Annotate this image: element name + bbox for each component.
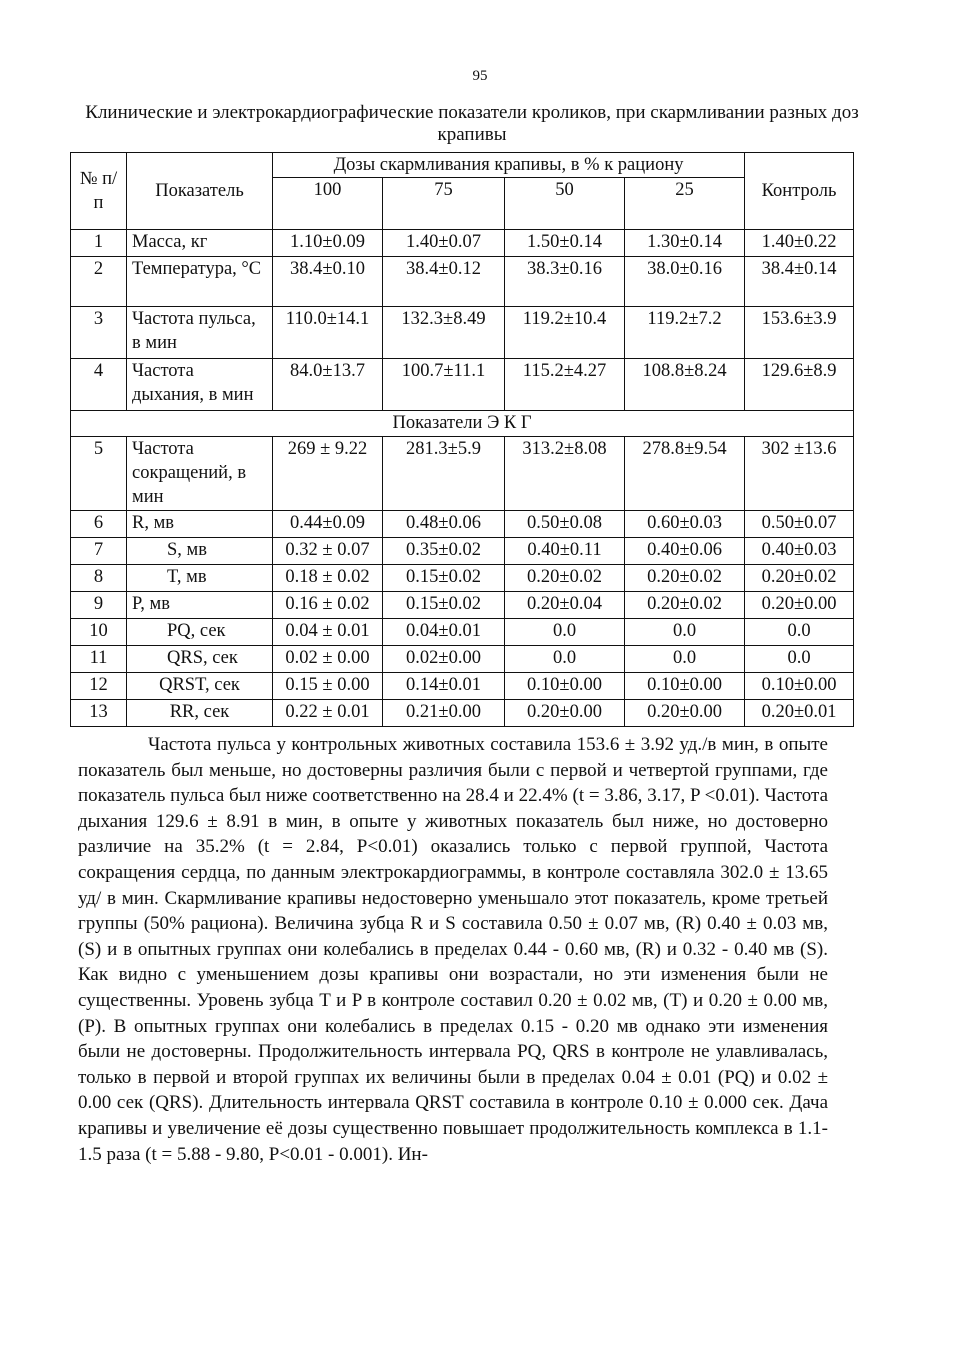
row-indicator: Температура, °С: [127, 257, 273, 307]
ecg-section-row: [71, 411, 854, 437]
cell-value: 0.20±0.00: [745, 592, 854, 619]
cell-value: 115.2±4.27: [505, 359, 625, 411]
cell-value: 0.10±0.00: [505, 673, 625, 700]
table-row: [71, 437, 854, 511]
table-row: [71, 257, 854, 307]
cell-value: 0.20±0.02: [745, 565, 854, 592]
header-number: № п/п: [71, 153, 127, 230]
row-indicator: QRS, сек: [127, 646, 273, 673]
cell-value: 1.40±0.22: [745, 230, 854, 257]
row-number: 7: [71, 538, 127, 565]
header-dose-75: 75: [383, 178, 505, 230]
body-text: [78, 732, 828, 1167]
cell-value: 84.0±13.7: [273, 359, 383, 411]
cell-value: 0.02±0.00: [383, 646, 505, 673]
cell-value: 0.40±0.11: [505, 538, 625, 565]
cell-value: 0.10±0.00: [745, 673, 854, 700]
row-number: 2: [71, 257, 127, 307]
row-number: 12: [71, 673, 127, 700]
cell-value: 0.0: [505, 619, 625, 646]
cell-value: 38.4±0.10: [273, 257, 383, 307]
cell-value: 0.20±0.02: [625, 565, 745, 592]
table-row: [71, 646, 854, 673]
cell-value: 0.48±0.06: [383, 511, 505, 538]
row-indicator: Частота дыхания, в мин: [127, 359, 273, 411]
cell-value: 0.60±0.03: [625, 511, 745, 538]
row-indicator: S, мв: [127, 538, 273, 565]
table-caption: Клинические и электрокардиографические показатели кроликов, при скармливании разных доз крапивы: [85, 102, 859, 145]
row-indicator: Масса, кг: [127, 230, 273, 257]
row-indicator: R, мв: [127, 511, 273, 538]
table-row: [71, 307, 854, 359]
cell-value: 1.30±0.14: [625, 230, 745, 257]
cell-value: 281.3±5.9: [383, 437, 505, 511]
page-number: 95: [472, 68, 488, 84]
cell-value: 0.15±0.02: [383, 565, 505, 592]
cell-value: 0.40±0.06: [625, 538, 745, 565]
cell-value: 1.10±0.09: [273, 230, 383, 257]
cell-value: 0.20±0.00: [505, 700, 625, 727]
cell-value: 0.32 ± 0.07: [273, 538, 383, 565]
cell-value: 38.4±0.12: [383, 257, 505, 307]
ecg-section-label: Показатели Э К Г: [71, 411, 854, 437]
cell-value: 0.35±0.02: [383, 538, 505, 565]
row-number: 6: [71, 511, 127, 538]
table-row: [71, 538, 854, 565]
cell-value: 119.2±7.2: [625, 307, 745, 359]
header-control: Контроль: [745, 153, 854, 230]
cell-value: 0.20±0.04: [505, 592, 625, 619]
header-dose-25: 25: [625, 178, 745, 230]
cell-value: 0.20±0.02: [625, 592, 745, 619]
cell-value: 0.16 ± 0.02: [273, 592, 383, 619]
row-indicator: Частота пульса, в мин: [127, 307, 273, 359]
header-dose-group: Дозы скармливания крапивы, в % к рациону: [273, 153, 745, 178]
table-row: [71, 592, 854, 619]
table-row: [71, 700, 854, 727]
cell-value: 1.40±0.07: [383, 230, 505, 257]
row-indicator: Частота сокращений, в мин: [127, 437, 273, 511]
row-number: 11: [71, 646, 127, 673]
cell-value: 38.3±0.16: [505, 257, 625, 307]
data-table: [70, 152, 854, 727]
cell-value: 269 ± 9.22: [273, 437, 383, 511]
cell-value: 0.50±0.08: [505, 511, 625, 538]
cell-value: 38.4±0.14: [745, 257, 854, 307]
row-indicator: QRST, сек: [127, 673, 273, 700]
table-row: [71, 619, 854, 646]
cell-value: 0.0: [505, 646, 625, 673]
table-row: [71, 359, 854, 411]
row-indicator: T, мв: [127, 565, 273, 592]
row-number: 9: [71, 592, 127, 619]
cell-value: 0.18 ± 0.02: [273, 565, 383, 592]
cell-value: 0.0: [745, 646, 854, 673]
cell-value: 0.02 ± 0.00: [273, 646, 383, 673]
cell-value: 0.04±0.01: [383, 619, 505, 646]
cell-value: 0.21±0.00: [383, 700, 505, 727]
cell-value: 0.0: [625, 646, 745, 673]
cell-value: 0.0: [745, 619, 854, 646]
cell-value: 0.15 ± 0.00: [273, 673, 383, 700]
cell-value: 0.0: [625, 619, 745, 646]
cell-value: 313.2±8.08: [505, 437, 625, 511]
row-number: 5: [71, 437, 127, 511]
cell-value: 278.8±9.54: [625, 437, 745, 511]
cell-value: 100.7±11.1: [383, 359, 505, 411]
row-number: 4: [71, 359, 127, 411]
cell-value: 132.3±8.49: [383, 307, 505, 359]
header-indicator: Показатель: [127, 153, 273, 230]
row-indicator: RR, сек: [127, 700, 273, 727]
row-number: 13: [71, 700, 127, 727]
header-dose-100: 100: [273, 178, 383, 230]
cell-value: 1.50±0.14: [505, 230, 625, 257]
cell-value: 0.40±0.03: [745, 538, 854, 565]
row-number: 10: [71, 619, 127, 646]
body-paragraph: Частота пульса у контрольных животных составила 153.6 ± 3.92 уд./в мин, в опыте показатель был меньше, но достоверны различия были с первой и четвертой группами, где показатель пульса был ниже соответственно на 28.4 и 22.4% (t = 3.86, 3.17, P <0.01). Частота дыхания 129.6 ± 8.91 в мин, в опыте у животных показатель был ниже, но достоверно различие на 35.2% (t = 2.84, P<0.01) оказались только с первой группой, Частота сокращения сердца, по данным электрокардиограммы, в контроле составляла 302.0 ± 13.65 уд/ в мин. Скармливание крапивы недостоверно уменьшало этот показатель, кроме третьей группы (50% рациона). Величина зубца R и S составила 0.50 ± 0.07 мв, (R) 0.40 ± 0.03 мв, (S) и в опытных группах они колебались в пределах 0.44 - 0.60 мв, (R) и 0.32 - 0.40 мв (S). Как видно с уменьшением дозы крапивы они возрастали, но эти изменения были не существенны. Уровень зубца T и P в контроле составил 0.20 ± 0.02 мв, (T) и 0.20 ± 0.00 мв, (P). В опытных группах они колебались в пределах 0.15 - 0.20 мв однако эти изменения были не достоверны. Продолжительность интервала PQ, QRS в контроле не улавливалась, только в первой и второй группах их величины были в пределах 0.04 ± 0.01 (PQ) и 0.02 ± 0.00 сек (QRS). Длительность интервала QRST составила в контроле 0.10 ± 0.000 сек. Дача крапивы и увеличение её дозы существенно повышает продолжительность комплекса в 1.1-1.5 раза (t = 5.88 - 9.80, P<0.01 - 0.001). Ин-: [78, 734, 828, 1165]
table-row: [71, 565, 854, 592]
cell-value: 0.10±0.00: [625, 673, 745, 700]
table-row: [71, 230, 854, 257]
cell-value: 129.6±8.9: [745, 359, 854, 411]
row-number: 8: [71, 565, 127, 592]
cell-value: 0.22 ± 0.01: [273, 700, 383, 727]
cell-value: 0.20±0.02: [505, 565, 625, 592]
cell-value: 0.04 ± 0.01: [273, 619, 383, 646]
cell-value: 0.50±0.07: [745, 511, 854, 538]
row-indicator: P, мв: [127, 592, 273, 619]
cell-value: 108.8±8.24: [625, 359, 745, 411]
cell-value: 0.20±0.00: [625, 700, 745, 727]
cell-value: 0.15±0.02: [383, 592, 505, 619]
cell-value: 110.0±14.1: [273, 307, 383, 359]
cell-value: 0.14±0.01: [383, 673, 505, 700]
table-row: [71, 673, 854, 700]
cell-value: 119.2±10.4: [505, 307, 625, 359]
table-row: [71, 511, 854, 538]
cell-value: 0.44±0.09: [273, 511, 383, 538]
cell-value: 302 ±13.6: [745, 437, 854, 511]
row-number: 3: [71, 307, 127, 359]
row-indicator: PQ, сек: [127, 619, 273, 646]
row-number: 1: [71, 230, 127, 257]
cell-value: 0.20±0.01: [745, 700, 854, 727]
cell-value: 153.6±3.9: [745, 307, 854, 359]
header-dose-50: 50: [505, 178, 625, 230]
cell-value: 38.0±0.16: [625, 257, 745, 307]
